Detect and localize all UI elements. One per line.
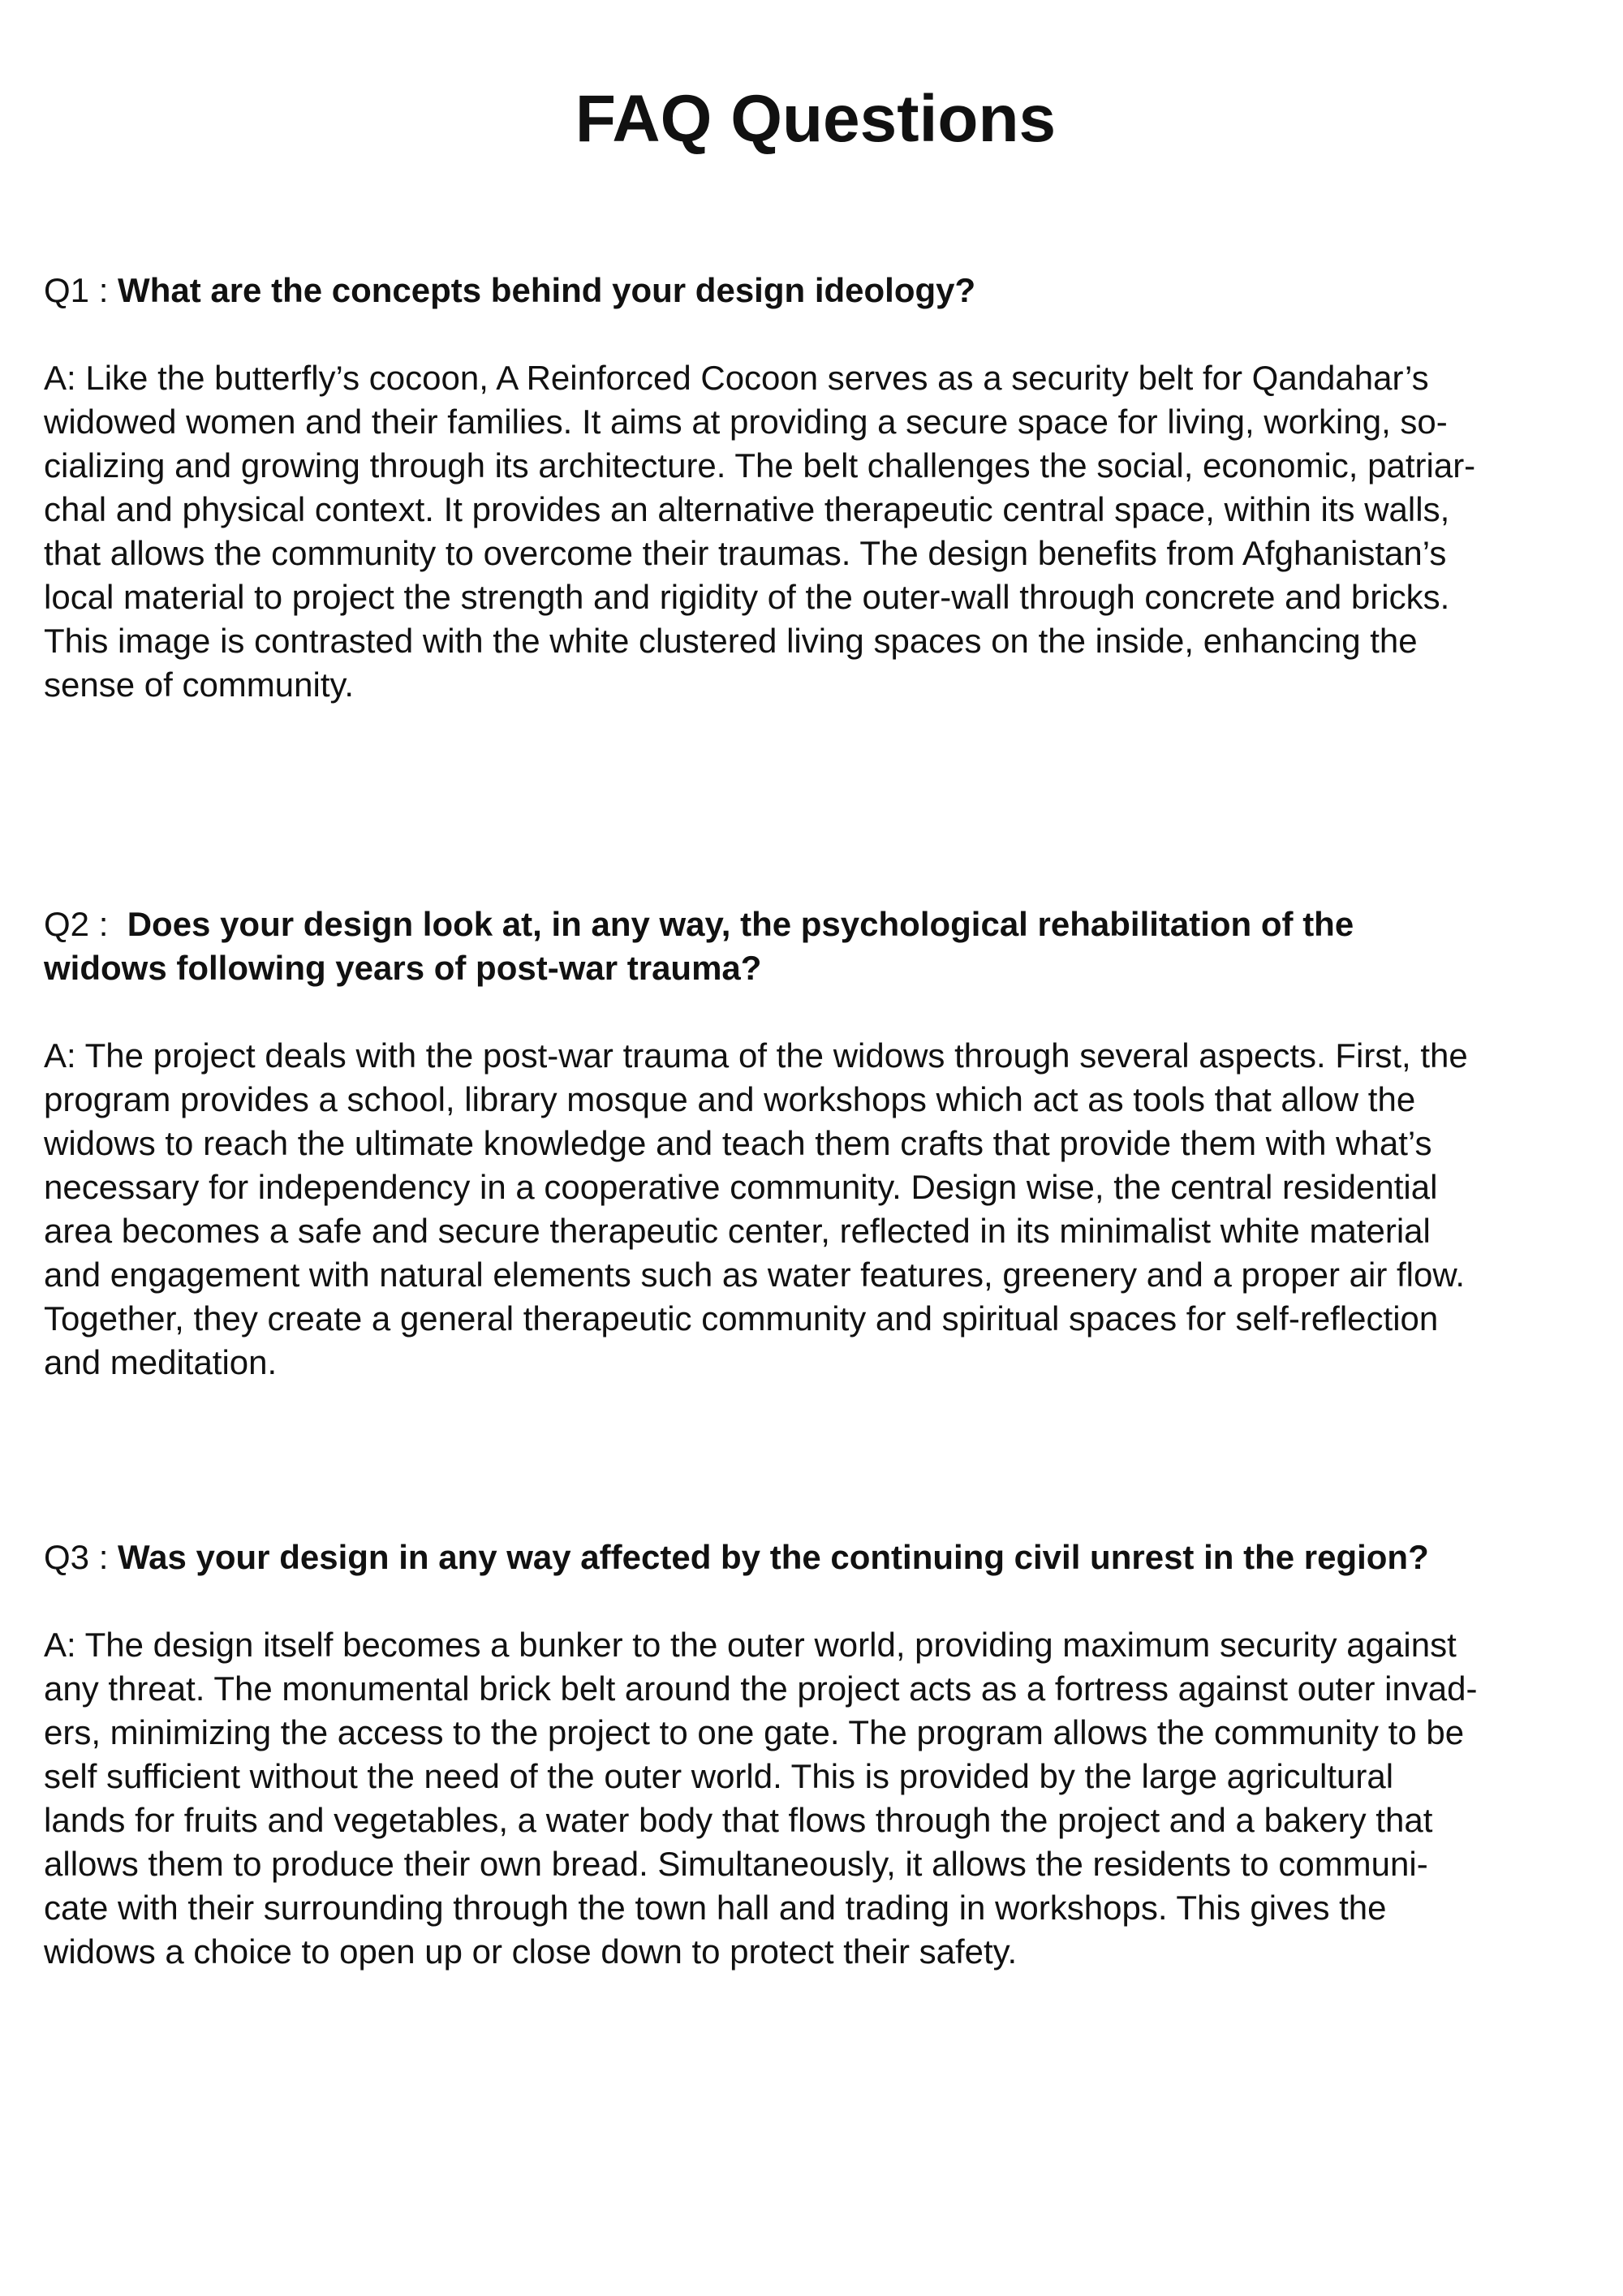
faq-question-text: Was your design in any way affected by the continuing civil unrest in the region? — [118, 1538, 1429, 1576]
faq-question-label: Q3 : — [44, 1538, 118, 1576]
faq-question-label: Q2 : — [44, 905, 127, 943]
faq-question-label: Q1 : — [44, 271, 118, 309]
faq-item-2 — [44, 902, 1578, 1385]
faq-answer-3: A: The design itself becomes a bunker to the outer world, providing maximum security against any threat. The monumental brick belt around the project acts as a fortress against outer invad- ers, minimizing the access to the project to one gate. The program allows the community to be self sufficient without the need of the outer world. This is provided by the large agricultural lands for fruits and vegetables, a water body that flows through the project and a bakery that allows them to produce their own bread. Simultaneously, it allows the residents to communi- cate with their surrounding through the town hall and trading in workshops. This gives the widows a choice to open up or close down to protect their safety. — [44, 1626, 1478, 1971]
faq-question-text: Does your design look at, in any way, the psychological rehabilitation of the widows following years of post-war trauma? — [44, 905, 1354, 987]
faq-question-text: What are the concepts behind your design ideology? — [118, 271, 976, 309]
page-title: FAQ Questions — [575, 82, 1057, 156]
faq-item-3 — [44, 1536, 1578, 1974]
faq-item-1 — [44, 269, 1578, 707]
faq-answer-1: A: Like the butterfly’s cocoon, A Reinforced Cocoon serves as a security belt for Qandahar’s widowed women and their families. It aims at providing a secure space for living, working, so- cializing and growing through its architecture. The belt challenges the social, economic, patriar- chal and physical context. It provides an alternative therapeutic central space, within its walls, that allows the community to overcome their traumas. The design benefits from Afghanistan’s local material to project the strength and rigidity of the outer-wall through concrete and bricks. This image is contrasted with the white clustered living spaces on the inside, enhancing the sense of community. — [44, 359, 1476, 704]
faq-answer-2: A: The project deals with the post-war trauma of the widows through several aspects. First, the program provides a school, library mosque and workshops which act as tools that allow the widows to reach the ultimate knowledge and teach them crafts that provide them with what’s necessary for independency in a cooperative community. Design wise, the central residential area becomes a safe and secure therapeutic center, reflected in its minimalist white material and engagement with natural elements such as water features, greenery and a proper air flow. Together, they create a general therapeutic community and spiritual spaces for self-reflection and meditation. — [44, 1036, 1468, 1381]
faq-question-1 — [44, 269, 1578, 312]
faq-question-2 — [44, 902, 1578, 990]
faq-question-3 — [44, 1536, 1578, 1579]
